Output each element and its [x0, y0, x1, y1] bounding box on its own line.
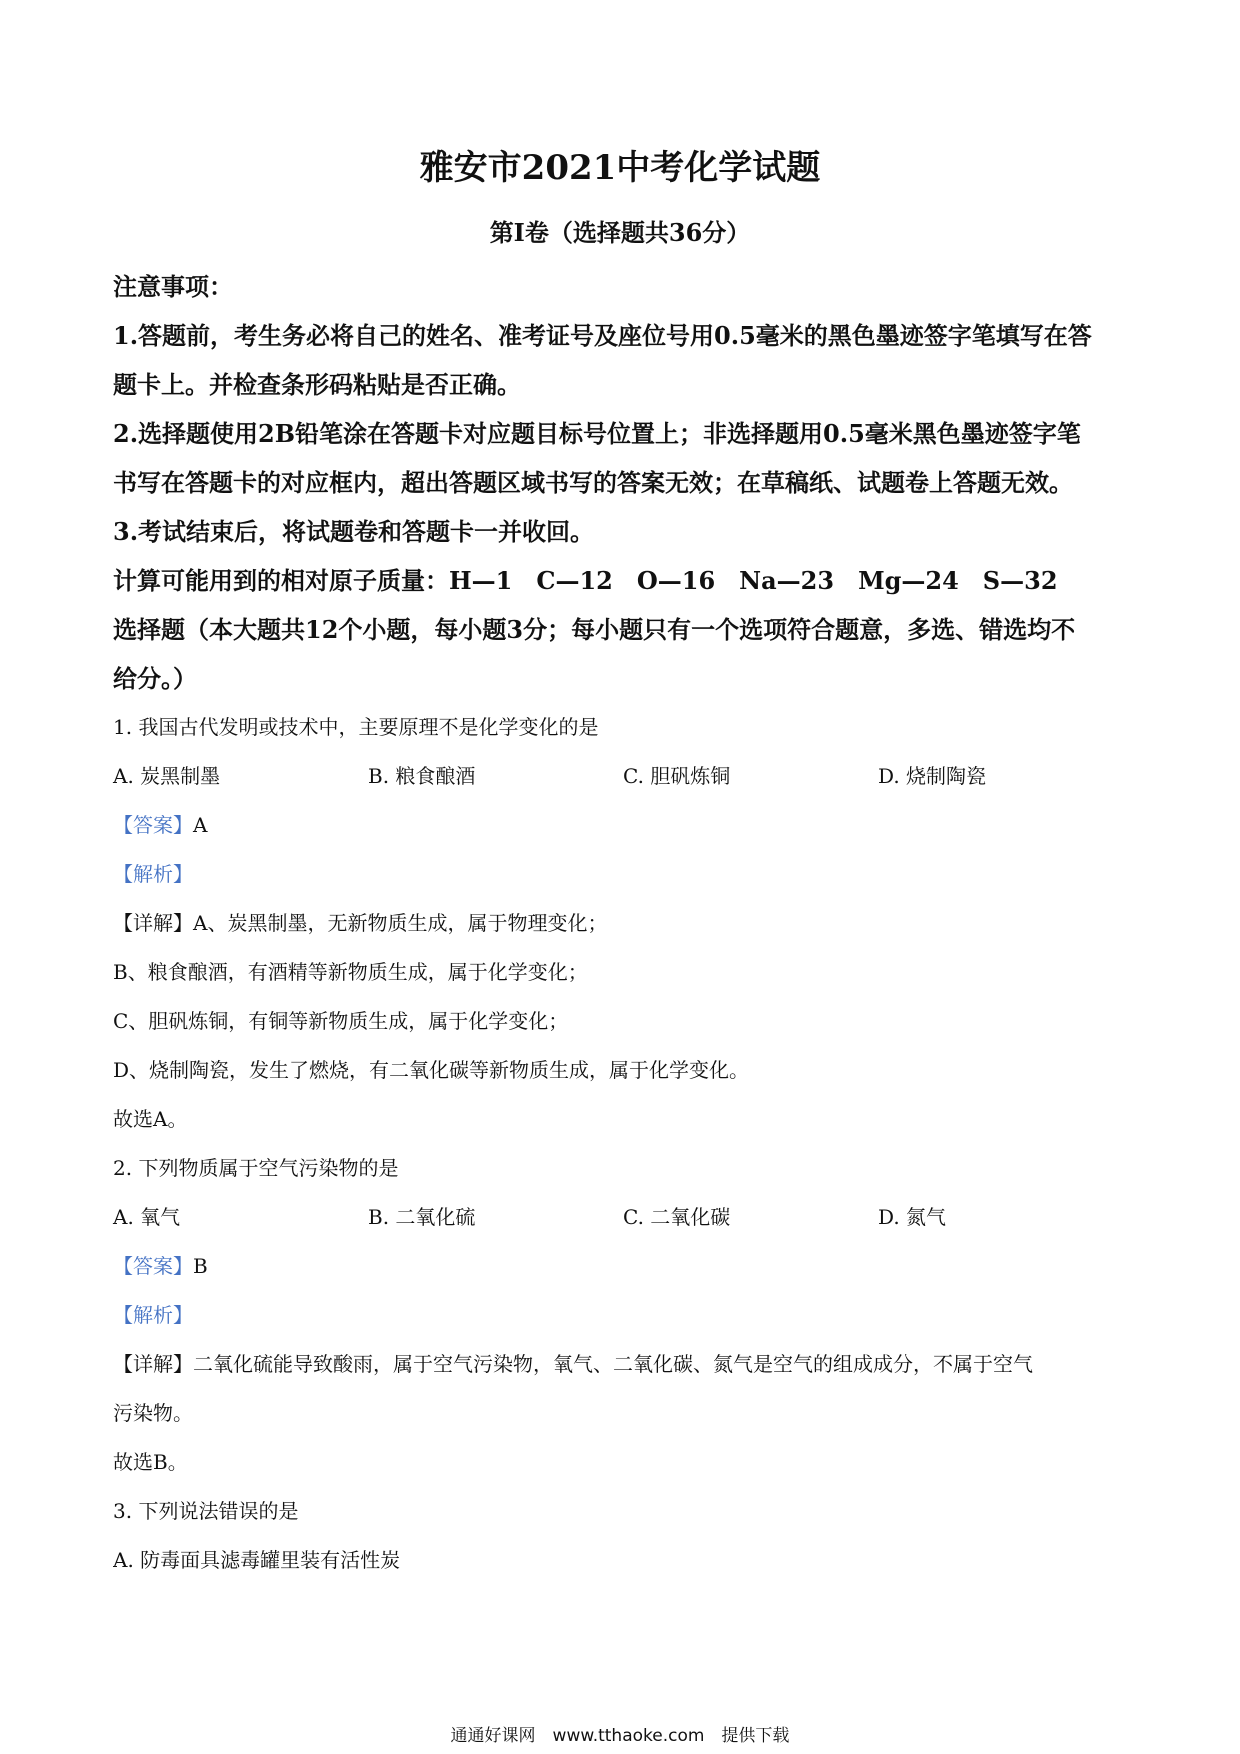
question-1-option-a: A. 炭黑制墨 — [113, 764, 221, 788]
analysis-tag: 【解析】 — [113, 862, 193, 886]
notice-item-1-line-1: 1.答题前，考生务必将自己的姓名、准考证号及座位号用0.5毫米的黑色墨迹签字笔填写在答 — [113, 321, 1092, 350]
detail-tag: 【详解】 — [113, 1352, 193, 1376]
detail-text: A、炭黑制墨，无新物质生成，属于物理变化； — [193, 911, 608, 935]
question-2-option-a: A. 氧气 — [113, 1205, 181, 1229]
question-3-stem: 3. 下列说法错误的是 — [113, 1499, 299, 1523]
question-1-stem: 1. 我国古代发明或技术中，主要原理不是化学变化的是 — [113, 715, 599, 739]
question-1-conclusion: 故选A。 — [113, 1107, 188, 1131]
choice-instructions-line-1: 选择题（本大题共12个小题，每小题3分；每小题只有一个选项符合题意，多选、错选均不 — [113, 615, 1076, 644]
question-1-option-d: D. 烧制陶瓷 — [878, 764, 987, 788]
answer-value: A — [193, 813, 208, 837]
analysis-tag: 【解析】 — [113, 1303, 193, 1327]
notice-item-2-line-1: 2.选择题使用2B铅笔涂在答题卡对应题目标号位置上；非选择题用0.5毫米黑色墨迹签字笔 — [113, 419, 1081, 448]
question-2-option-b: B. 二氧化硫 — [368, 1205, 476, 1229]
question-2-conclusion: 故选B。 — [113, 1450, 188, 1474]
detail-tag: 【详解】 — [113, 911, 193, 935]
question-2-option-c: C. 二氧化碳 — [623, 1205, 731, 1229]
page-footer: 通通好课网 www.tthaoke.com 提供下载 — [450, 1726, 790, 1746]
answer-tag: 【答案】 — [113, 813, 193, 837]
notice-item-1-line-2: 题卡上。并检查条形码粘贴是否正确。 — [113, 370, 521, 399]
question-1-detail-line-1 — [113, 899, 1133, 948]
notice-item-3: 3.考试结束后，将试题卷和答题卡一并收回。 — [113, 517, 595, 546]
question-1-options — [113, 752, 1133, 801]
question-2-options — [113, 1193, 1133, 1242]
question-2-detail-line-1 — [113, 1340, 1133, 1389]
question-1-answer — [113, 801, 1133, 850]
question-2-analysis — [113, 1291, 1133, 1340]
page-title: 雅安市2021中考化学试题 — [419, 148, 821, 188]
document-body — [113, 262, 1133, 1585]
question-1-analysis — [113, 850, 1133, 899]
section-title: 第Ⅰ卷（选择题共36分） — [489, 218, 751, 247]
question-1-option-b: B. 粮食酿酒 — [368, 764, 476, 788]
question-2-detail-line-2: 污染物。 — [113, 1401, 193, 1425]
question-2-stem: 2. 下列物质属于空气污染物的是 — [113, 1156, 399, 1180]
question-3-option-a: A. 防毒面具滤毒罐里装有活性炭 — [113, 1548, 401, 1572]
answer-tag: 【答案】 — [113, 1254, 193, 1278]
question-1-detail-line-3: C、胆矾炼铜，有铜等新物质生成，属于化学变化； — [113, 1009, 569, 1033]
question-2-option-d: D. 氮气 — [878, 1205, 947, 1229]
notice-heading: 注意事项： — [113, 272, 233, 301]
question-2-answer — [113, 1242, 1133, 1291]
detail-text: 二氧化硫能导致酸雨，属于空气污染物，氧气、二氧化碳、氮气是空气的组成成分，不属于空气 — [193, 1352, 1033, 1376]
notice-item-2-line-2: 书写在答题卡的对应框内，超出答题区域书写的答案无效；在草稿纸、试题卷上答题无效。 — [113, 468, 1073, 497]
question-1-detail-line-4: D、烧制陶瓷，发生了燃烧，有二氧化碳等新物质生成，属于化学变化。 — [113, 1058, 750, 1082]
answer-value: B — [193, 1254, 208, 1278]
atomic-masses: 计算可能用到的相对原子质量：H—1 C—12 O—16 Na—23 Mg—24 S—32 — [113, 566, 1058, 595]
choice-instructions-line-2: 给分。） — [113, 664, 197, 693]
question-1-option-c: C. 胆矾炼铜 — [623, 764, 731, 788]
question-1-detail-line-2: B、粮食酿酒，有酒精等新物质生成，属于化学变化； — [113, 960, 588, 984]
